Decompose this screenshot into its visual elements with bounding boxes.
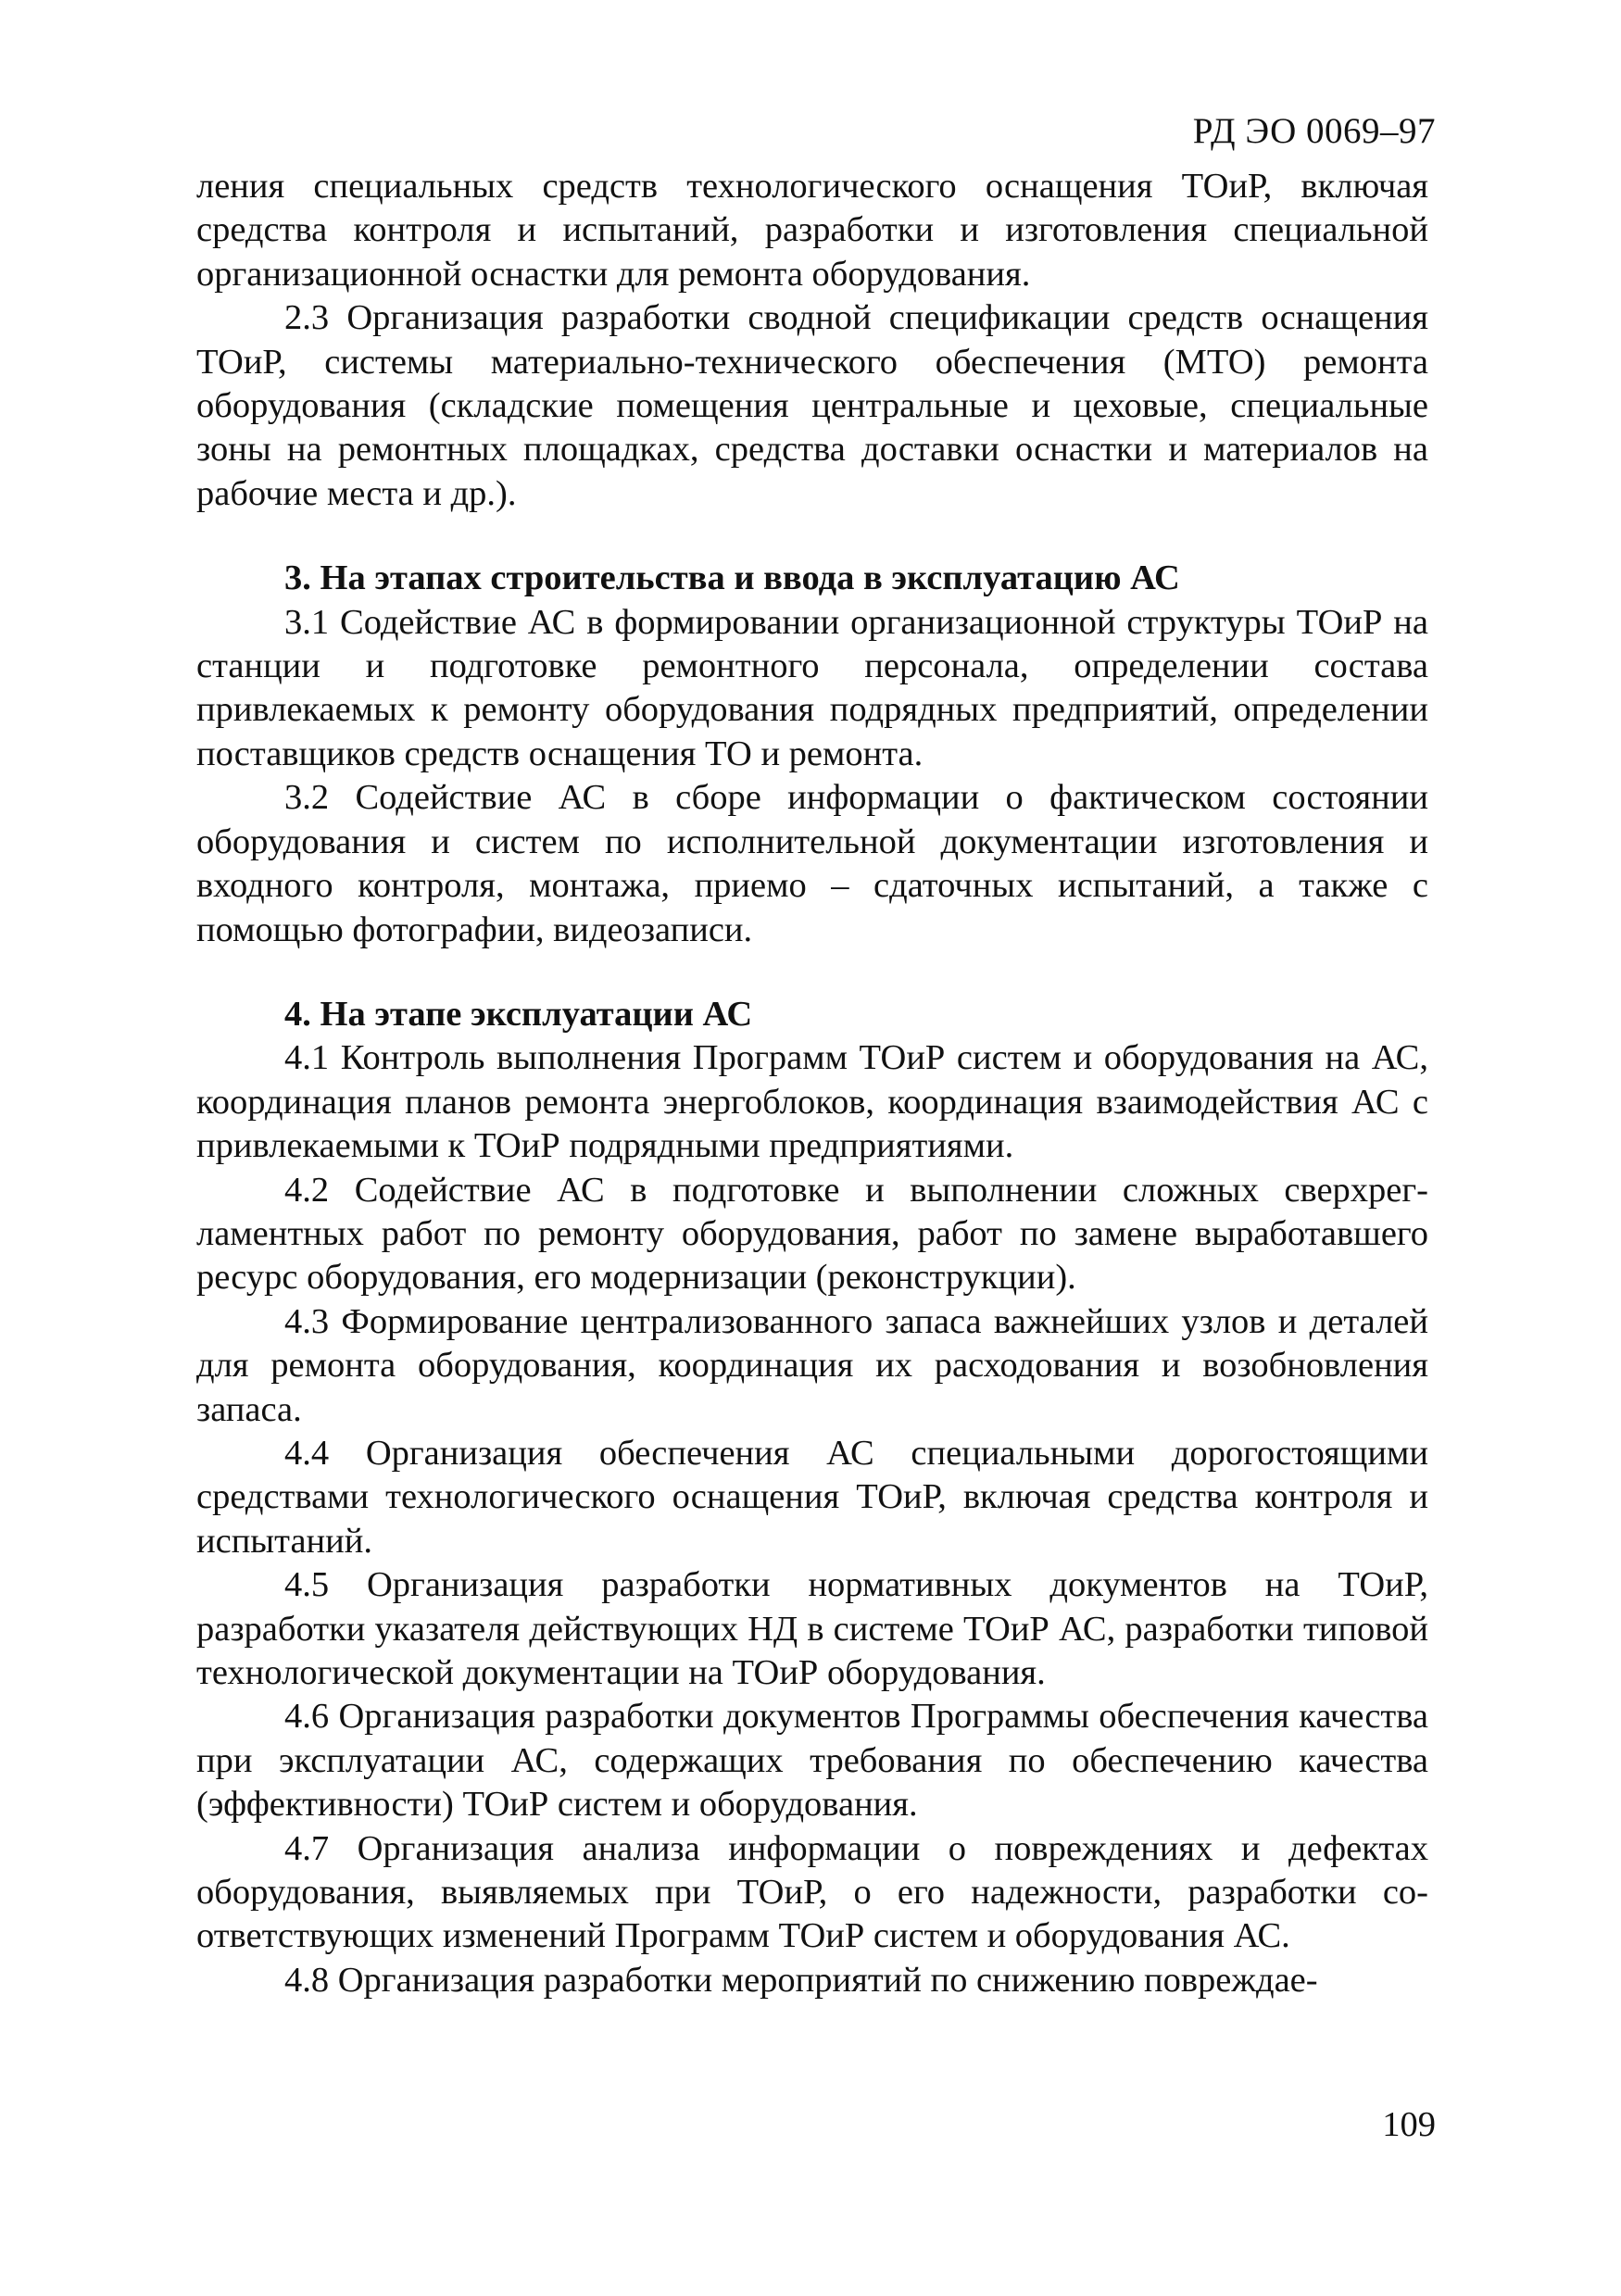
paragraph-4-1: 4.1 Контроль выполнения Программ ТОиР систем и оборудования на АС, координация планов ремонта энергоблоков, координация взаимодействия АС с привлекаемыми к ТОиР подрядными предприятиями. [196,1038,1428,1166]
paragraph-4-2: 4.2 Содействие АС в подготовке и выполнении сложных сверхрегламентных работ по ремонту оборудования, работ по замене выработавшего ресурс оборудования, его модернизации (реконструкции). [196,1170,1428,1298]
section-gap [196,516,1428,557]
heading-section-4: 4. На этапе эксплуатации АС [284,994,753,1034]
paragraph-continuation: ления специальных средств технологического оснащения ТОиР, включая средства контроля и испытаний, разработки и изготовления специальной организационной оснастки для ремонта оборудования. [196,167,1428,294]
paragraph-3-1: 3.1 Содействие АС в формировании организационной структуры ТОиР на станции и подготовке ремонтного персонала, определении состава привлекаемых к ремонту оборудования подрядных предприятий, определении поставщиков средств оснащения ТО и ремонта. [196,602,1428,773]
page-number: 109 [1382,2105,1436,2144]
document-body [196,165,1428,2002]
heading-section-3: 3. На этапах строительства и ввода в эксплуатацию АС [284,558,1180,598]
document-code: РД ЭО 0069–97 [1192,111,1436,151]
paragraph-4-7: 4.7 Организация анализа информации о повреждениях и дефектах оборудования, выявляемых при ТОиР, о его надежности, разработки соответствующих изменений Программ ТОиР систем и оборудования АС. [196,1828,1428,1956]
paragraph-4-3: 4.3 Формирование централизованного запаса важнейших узлов и деталей для ремонта оборудования, координация их расходования и возобновления запаса. [196,1301,1428,1429]
paragraph-2-3: 2.3 Организация разработки сводной спецификации средств оснащения ТОиР, системы материально-технического обеспечения (МТО) ремонта оборудования (складские помещения центральные и цеховые, специальные зоны на ремонтных площадках, средства доставки оснастки и материалов на рабочие места и др.). [196,298,1428,513]
paragraph-3-2: 3.2 Содействие АС в сборе информации о фактическом состоянии оборудования и систем по исполнительной документации изготовления и входного контроля, монтажа, приемо – сдаточных испытаний, а также с помощью фотографии, видеозаписи. [196,778,1428,949]
paragraph-4-5: 4.5 Организация разработки нормативных документов на ТОиР, разработки указателя действующих НД в системе ТОиР АС, разработки типовой технологической документации на ТОиР оборудования. [196,1565,1428,1692]
section-gap [196,952,1428,993]
paragraph-4-6: 4.6 Организация разработки документов Программы обеспечения качества при эксплуатации АС, содержащих требования по обеспечению качества (эффективности) ТОиР систем и оборудования. [196,1697,1428,1825]
paragraph-4-4: 4.4 Организация обеспечения АС специальными дорогостоящими средствами технологического оснащения ТОиР, включая средства контроля и испытаний. [196,1433,1428,1561]
paragraph-4-8: 4.8 Организация разработки мероприятий по снижению повреждае- [284,1960,1318,2000]
